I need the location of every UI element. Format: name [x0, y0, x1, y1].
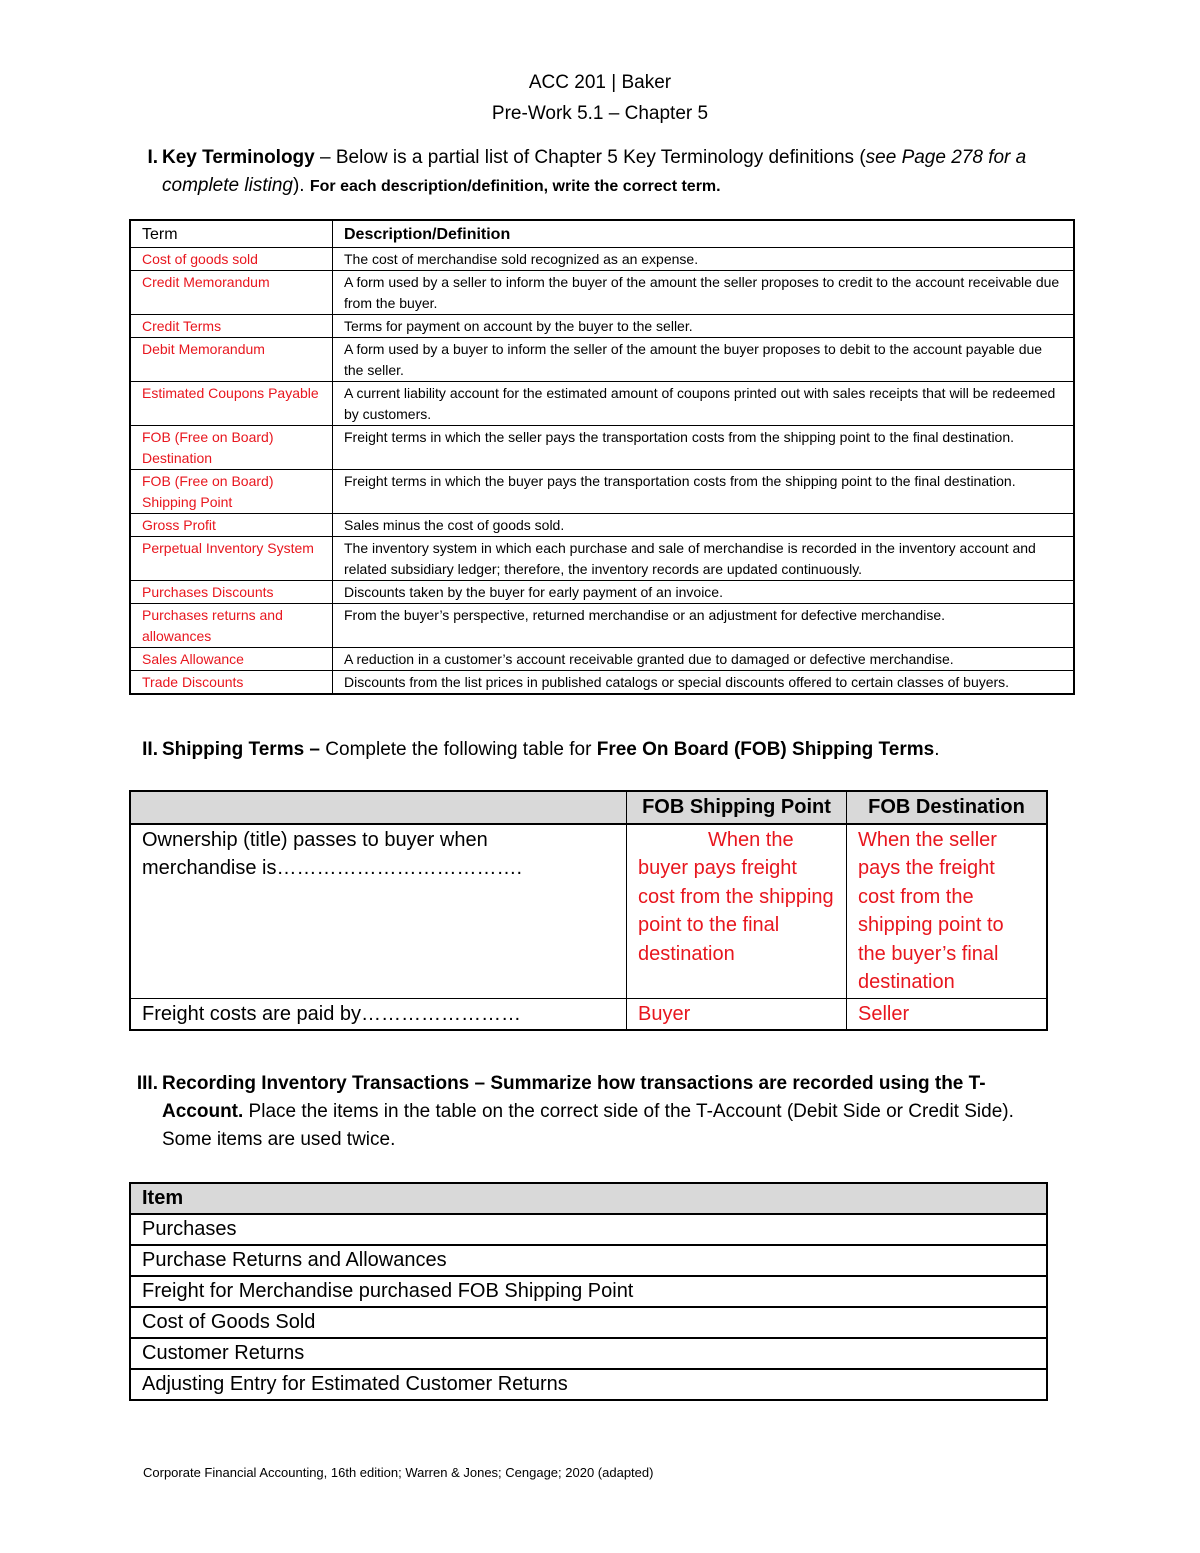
table-row	[130, 537, 1074, 581]
term-cell: Estimated Coupons Payable	[130, 382, 333, 426]
table-row	[130, 824, 1047, 999]
table-row	[130, 1245, 1047, 1276]
column-header-item: Item	[130, 1183, 1047, 1214]
section-title: Shipping Terms –	[162, 739, 321, 760]
table-row	[130, 426, 1074, 470]
table-row	[130, 1276, 1047, 1307]
ownership-fob-destination-answer: When the seller pays the freight cost from the shipping point to the buyer’s final destination	[847, 824, 1048, 999]
term-cell: Cost of goods sold	[130, 248, 333, 271]
term-cell: Purchases returns and allowances	[130, 604, 333, 648]
ownership-fob-shipping-answer	[627, 824, 847, 999]
table-row	[130, 604, 1074, 648]
section-recording-inventory	[136, 1070, 1042, 1154]
description-cell: A form used by a buyer to inform the seller of the amount the buyer proposes to debit to the account payable due the seller.	[333, 338, 1075, 382]
table-row	[130, 1369, 1047, 1400]
term-cell: Purchases Discounts	[130, 581, 333, 604]
column-header-fob-destination: FOB Destination	[847, 791, 1048, 824]
section-italic-text: see Page 278 for a complete listing	[162, 147, 1027, 196]
description-cell: Freight terms in which the seller pays the transportation costs from the shipping point to the final destination.	[333, 426, 1075, 470]
term-cell: Credit Memorandum	[130, 271, 333, 315]
table-row	[130, 338, 1074, 382]
table-row	[130, 581, 1074, 604]
terminology-table	[129, 219, 1075, 695]
description-cell: Freight terms in which the buyer pays the transportation costs from the shipping point to the final destination.	[333, 470, 1075, 514]
table-header-row	[130, 791, 1047, 824]
item-cell: Customer Returns	[130, 1338, 1047, 1369]
shipping-terms-table	[129, 790, 1048, 1031]
section-title: Key Terminology	[162, 147, 315, 168]
freight-costs-label: Freight costs are paid by……………………	[130, 998, 627, 1030]
term-cell: FOB (Free on Board) Destination	[130, 426, 333, 470]
term-cell: FOB (Free on Board) Shipping Point	[130, 470, 333, 514]
table-row	[130, 315, 1074, 338]
section-period: .	[934, 739, 940, 760]
section-shipping-terms	[142, 736, 1042, 764]
item-cell: Adjusting Entry for Estimated Customer Returns	[130, 1369, 1047, 1400]
section-bold-text: Free On Board (FOB) Shipping Terms	[596, 739, 935, 760]
ownership-label	[130, 824, 627, 999]
description-cell: Terms for payment on account by the buyer to the seller.	[333, 315, 1075, 338]
inventory-items-table	[129, 1182, 1048, 1401]
description-cell: The inventory system in which each purchase and sale of merchandise is recorded in the inventory account and related subsidiary ledger; therefore, the inventory records are updated continuously.	[333, 537, 1075, 581]
description-cell: A form used by a seller to inform the buyer of the amount the seller proposes to credit to the account receivable due from the buyer.	[333, 271, 1075, 315]
section-instruction: For each description/definition, write the correct term.	[309, 178, 721, 195]
table-header-row	[130, 1183, 1047, 1214]
section-number: III.	[136, 1073, 158, 1094]
ownership-fob-shipping-text: When the buyer pays freight cost from the shipping point to the final destination	[638, 828, 834, 965]
section-title: Recording Inventory Transactions – Summarize how transactions are recorded using the T-Account.	[162, 1073, 986, 1122]
description-cell: The cost of merchandise sold recognized as an expense.	[333, 248, 1075, 271]
term-cell: Trade Discounts	[130, 671, 333, 695]
item-cell: Freight for Merchandise purchased FOB Shipping Point	[130, 1276, 1047, 1307]
footer-citation: Corporate Financial Accounting, 16th edition; Warren & Jones; Cengage; 2020 (adapted)	[143, 1465, 654, 1480]
item-cell: Purchase Returns and Allowances	[130, 1245, 1047, 1276]
description-cell: Discounts taken by the buyer for early payment of an invoice.	[333, 581, 1075, 604]
description-cell: A reduction in a customer’s account receivable granted due to damaged or defective merchandise.	[333, 648, 1075, 671]
section-text: Place the items in the table on the correct side of the T-Account (Debit Side or Credit Side). Some items are used twice.	[162, 1101, 1014, 1150]
table-row	[130, 1338, 1047, 1369]
description-cell: Sales minus the cost of goods sold.	[333, 514, 1075, 537]
description-cell: A current liability account for the estimated amount of coupons printed out with sales receipts that will be redeemed by customers.	[333, 382, 1075, 426]
table-row	[130, 1214, 1047, 1245]
table-row	[130, 1307, 1047, 1338]
section-text-close: ).	[292, 175, 310, 196]
item-cell: Purchases	[130, 1214, 1047, 1245]
table-header-row	[130, 220, 1074, 248]
term-cell: Sales Allowance	[130, 648, 333, 671]
column-header-fob-shipping-point: FOB Shipping Point	[627, 791, 847, 824]
freight-fob-shipping-answer: Buyer	[627, 998, 847, 1030]
description-cell: From the buyer’s perspective, returned merchandise or an adjustment for defective merchandise.	[333, 604, 1075, 648]
column-header-description: Description/Definition	[333, 220, 1075, 248]
table-row	[130, 248, 1074, 271]
table-row	[130, 998, 1047, 1030]
section-text: – Below is a partial list of Chapter 5 Key Terminology definitions (	[314, 147, 866, 168]
ownership-label-text: Ownership (title) passes to buyer when merchandise is……………………………….	[142, 828, 523, 879]
section-number: I.	[147, 147, 158, 168]
term-cell: Debit Memorandum	[130, 338, 333, 382]
assignment-title: Pre-Work 5.1 – Chapter 5	[491, 103, 709, 124]
table-row	[130, 382, 1074, 426]
section-text: Complete the following table for	[320, 739, 597, 760]
table-row	[130, 470, 1074, 514]
table-row	[130, 671, 1074, 695]
description-cell: Discounts from the list prices in published catalogs or special discounts offered to certain classes of buyers.	[333, 671, 1075, 695]
item-cell: Cost of Goods Sold	[130, 1307, 1047, 1338]
column-header-term: Term	[130, 220, 333, 248]
section-number: II.	[142, 739, 158, 760]
table-row	[130, 514, 1074, 537]
section-key-terminology	[147, 144, 1042, 201]
empty-header-cell	[130, 791, 627, 824]
freight-fob-destination-answer: Seller	[847, 998, 1048, 1030]
table-row	[130, 648, 1074, 671]
term-cell: Credit Terms	[130, 315, 333, 338]
course-title: ACC 201 | Baker	[528, 72, 672, 93]
term-cell: Gross Profit	[130, 514, 333, 537]
table-row	[130, 271, 1074, 315]
term-cell: Perpetual Inventory System	[130, 537, 333, 581]
